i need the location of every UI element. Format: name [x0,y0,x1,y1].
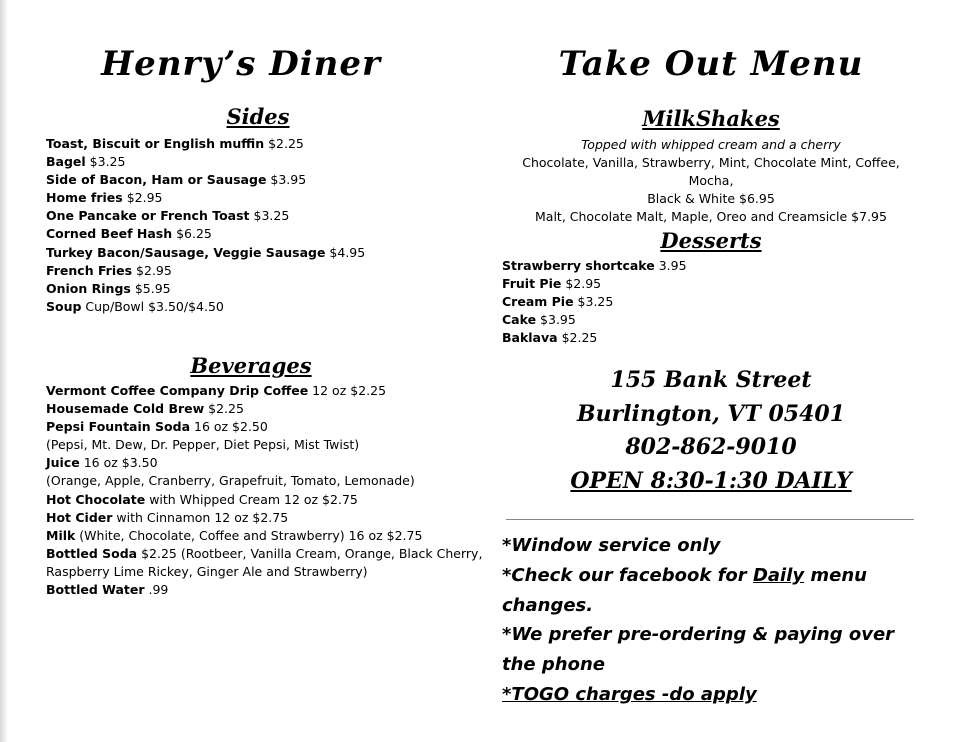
menu-item-name: Bottled Soda [46,545,138,561]
dessert-item [502,275,687,293]
desserts-heading: Desserts [660,228,762,253]
diner-title: Henry’s Diner [101,44,381,84]
menu-item-detail: (Pepsi, Mt. Dew, Dr. Pepper, Diet Pepsi, Mist Twist) [46,437,360,453]
beverage-item [46,527,482,545]
menu-item-name: Home fries [46,190,123,206]
sides-item [46,262,365,280]
menu-item-name: Fruit Pie [502,276,562,292]
beverage-item [46,436,482,454]
menu-item-detail: $5.95 [130,280,171,296]
menu-item-detail: 16 oz $3.50 [79,455,158,471]
menu-item-detail: $2.25 [204,401,244,417]
menu-item-name: French Fries [46,262,133,278]
menu-item-name: Bagel [46,154,86,170]
menu-item-name: One Pancake or French Toast [46,208,250,224]
menu-item-detail: $3.25 [573,294,614,310]
menu-item-name: Milk [46,527,76,543]
menu-item-detail: $6.25 [172,226,212,242]
sides-item [46,225,365,243]
beverage-item [46,382,482,400]
beverage-item [46,472,482,490]
sides-item [46,244,365,262]
menu-item-detail: $2.95 [132,262,172,278]
city-state-zip: Burlington, VT 05401 [576,400,846,427]
menu-item-name: Pepsi Fountain Soda [46,419,191,435]
menu-item-detail: $3.95 [266,172,307,188]
menu-item-name: Onion Rings [46,280,131,296]
menu-item-name: Housemade Cold Brew [46,401,205,417]
sides-item [46,135,365,153]
note-preorder: *We prefer pre-ordering & paying over the phone [502,624,895,676]
sides-item [46,153,365,171]
milkshakes-heading: MilkShakes [642,106,780,131]
menu-item-detail: $3.95 [536,312,576,328]
menu-item-detail: Raspberry Lime Rickey, Ginger Ale and Strawberry) [46,563,368,579]
page-edge-shadow [0,0,8,742]
menu-item-name: Baklava [502,330,558,346]
menu-item-detail: $4.95 [325,244,366,260]
phone-number: 802-862-9010 [625,434,797,460]
menu-item-name: Strawberry shortcake [502,258,655,273]
menu-item-detail: $2.25 [264,136,304,151]
menu-item-detail: 12 oz $2.25 [308,383,387,398]
note-facebook-daily: Daily [752,564,805,586]
street-address: 155 Bank Street [610,367,812,393]
sides-item [46,189,365,207]
menu-item-detail: with Whipped Cream 12 oz $2.75 [145,491,358,507]
sides-item [46,280,365,298]
menu-item-detail: Cup/Bowl $3.50/$4.50 [81,298,224,314]
menu-item-detail: 16 oz $2.50 [190,419,268,435]
takeout-title: Take Out Menu [558,44,864,84]
beverage-item [46,581,482,599]
menu-item-name: Side of Bacon, Ham or Sausage [46,172,267,188]
note-facebook-text: *Check our facebook for [502,564,753,586]
divider [506,519,914,520]
dessert-item [502,293,687,311]
beverage-item [46,491,482,509]
sides-item [46,207,365,225]
menu-item-detail: .99 [144,582,169,598]
milkshakes-flavors-line: Black & White $6.95 [647,191,775,207]
menu-item-detail: (White, Chocolate, Coffee and Strawberry) 16 oz $2.75 [75,527,423,543]
menu-item-name: Vermont Coffee Company Drip Coffee [46,383,309,398]
menu-item-name: Toast, Biscuit or English muffin [46,136,265,151]
note-facebook-text-end: menu changes. [502,564,867,616]
menu-item-detail: $3.25 [249,208,290,224]
menu-item-detail: $3.25 [85,154,126,170]
menu-item-name: Corned Beef Hash [46,226,173,242]
notes-block [502,531,920,710]
menu-item-name: Cream Pie [502,294,574,310]
menu-item-name: Bottled Water [46,582,145,598]
sides-item [46,171,365,189]
menu-item-detail: $2.25 [557,330,598,346]
milkshakes-flavors-line: Chocolate, Vanilla, Strawberry, Mint, Chocolate Mint, Coffee, Mocha, [522,155,900,189]
menu-item-name: Cake [502,312,537,328]
beverage-item [46,563,482,581]
menu-item-detail: (Orange, Apple, Cranberry, Grapefruit, Tomato, Lemonade) [46,473,415,489]
opening-hours: OPEN 8:30-1:30 DAILY [570,467,852,494]
menu-item-name: Hot Chocolate [46,491,146,507]
menu-item-detail: with Cinnamon 12 oz $2.75 [112,509,289,525]
dessert-item [502,329,687,347]
menu-item-name: Juice [46,455,80,471]
dessert-item [502,311,687,329]
sides-heading: Sides [226,104,290,129]
milkshakes-malt-line: Malt, Chocolate Malt, Maple, Oreo and Creamsicle $7.95 [535,209,887,225]
note-togo-charges: *TOGO charges -do apply [502,683,757,705]
beverage-item [46,454,482,472]
beverage-item [46,400,482,418]
milkshakes-block [502,136,920,226]
sides-list [46,135,365,316]
beverage-item [46,545,482,563]
beverage-item [46,509,482,527]
menu-item-name: Hot Cider [46,509,113,525]
menu-item-detail: $2.25 (Rootbeer, Vanilla Cream, Orange, Black Cherry, [137,545,483,561]
milkshakes-subtitle: Topped with whipped cream and a cherry [581,137,841,152]
sides-item [46,298,365,316]
desserts-list [502,257,687,347]
menu-item-name: Turkey Bacon/Sausage, Veggie Sausage [46,244,326,260]
beverages-list [46,382,482,599]
note-window-service: *Window service only [502,535,721,556]
menu-item-name: Soup [46,298,82,314]
menu-item-detail: $2.95 [561,276,602,292]
address-block [502,364,920,498]
beverages-heading: Beverages [190,353,312,378]
menu-item-detail: $2.95 [122,190,163,206]
note-facebook [502,561,920,621]
beverage-item [46,418,482,436]
menu-item-detail: 3.95 [654,258,687,273]
dessert-item [502,257,687,275]
